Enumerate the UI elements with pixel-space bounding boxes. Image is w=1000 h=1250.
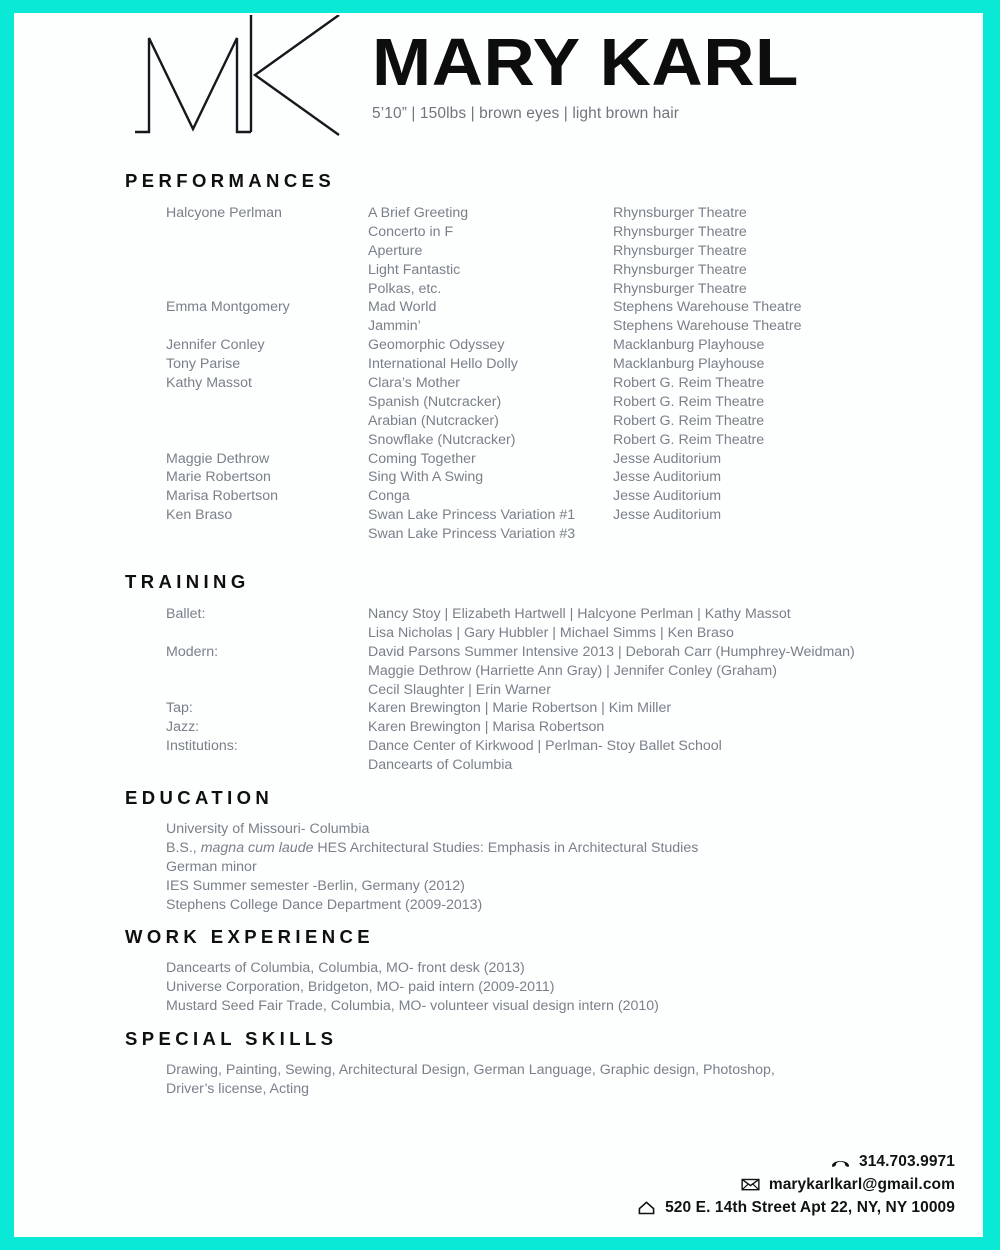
contact-phone[interactable]: [637, 1150, 955, 1173]
section-performances: [125, 170, 975, 544]
section-training: [125, 571, 983, 775]
performance-venue: Jesse Auditorium: [613, 507, 722, 524]
training-detail: Karen Brewington | Marie Robertson | Kim Miller: [368, 700, 672, 717]
performance-piece: Clara’s Mother: [368, 375, 460, 392]
table-row: [125, 737, 983, 756]
page-title: MARY KARL: [372, 25, 799, 100]
education-list: [125, 820, 983, 914]
performance-choreographer: Kathy Massot: [166, 375, 252, 392]
table-row: [125, 204, 975, 223]
work-item: Mustard Seed Fair Trade, Columbia, MO- volunteer visual design intern (2010): [166, 997, 659, 1014]
education-item: German minor: [166, 858, 257, 875]
contact-block: [637, 1150, 955, 1219]
training-table: [125, 605, 983, 775]
performance-choreographer: Ken Braso: [166, 507, 233, 524]
performance-choreographer: Emma Montgomery: [166, 299, 290, 316]
performance-piece: Aperture: [368, 242, 423, 259]
performance-piece: Polkas, etc.: [368, 280, 442, 297]
table-row: [125, 261, 975, 280]
performance-venue: Stephens Warehouse Theatre: [613, 299, 802, 316]
name-block: [372, 27, 972, 123]
performance-piece: Sing With A Swing: [368, 469, 484, 486]
contact-email[interactable]: [637, 1173, 955, 1196]
special-skills-list: [125, 1061, 983, 1099]
performance-piece: Light Fantastic: [368, 261, 461, 278]
section-title-work-experience: WORK EXPERIENCE: [125, 926, 374, 947]
education-item: Stephens College Dance Department (2009-2013): [166, 896, 483, 913]
table-row: [125, 605, 983, 624]
training-detail: Nancy Stoy | Elizabeth Hartwell | Halcyone Perlman | Kathy Massot: [368, 606, 791, 622]
performance-choreographer: Halcyone Perlman: [166, 205, 282, 221]
performance-venue: Rhynsburger Theatre: [613, 280, 747, 297]
section-special-skills: [125, 1028, 983, 1099]
performance-choreographer: Marie Robertson: [166, 469, 271, 486]
table-row: [125, 450, 975, 469]
training-category: Ballet:: [166, 606, 206, 622]
training-category: Jazz:: [166, 719, 200, 736]
training-detail: David Parsons Summer Intensive 2013 | Deborah Carr (Humphrey-Weidman): [368, 643, 855, 660]
table-row: [125, 468, 975, 487]
personal-stats: 5’10” | 150lbs | brown eyes | light brown hair: [372, 105, 680, 122]
section-title-special-skills: SPECIAL SKILLS: [125, 1028, 338, 1049]
table-row: [125, 336, 975, 355]
performance-piece: International Hello Dolly: [368, 356, 518, 373]
training-category: Institutions:: [166, 738, 238, 755]
education-item: University of Missouri- Columbia: [166, 821, 370, 837]
section-education: [125, 787, 983, 914]
training-detail: Maggie Dethrow (Harriette Ann Gray) | Jennifer Conley (Graham): [368, 662, 777, 679]
performances-table: [125, 204, 975, 544]
performance-piece: Jammin’: [368, 318, 421, 335]
performance-venue: Rhynsburger Theatre: [613, 261, 747, 278]
section-title-training: TRAINING: [125, 571, 250, 592]
mk-monogram-logo: [127, 15, 347, 140]
latin-honors: magna cum laude: [200, 839, 314, 856]
performance-venue: Robert G. Reim Theatre: [613, 375, 765, 392]
table-row: [125, 681, 983, 700]
table-row: [125, 756, 983, 775]
table-row: [125, 355, 975, 374]
work-item: Universe Corporation, Bridgeton, MO- paid intern (2009-2011): [166, 978, 555, 995]
training-detail: Cecil Slaughter | Erin Warner: [368, 681, 551, 698]
contact-address[interactable]: [637, 1196, 955, 1219]
training-detail: Karen Brewington | Marisa Robertson: [368, 719, 605, 736]
table-row: [125, 412, 975, 431]
performance-piece: Swan Lake Princess Variation #1: [368, 507, 576, 524]
table-row: [125, 280, 975, 299]
performance-venue: Jesse Auditorium: [613, 488, 722, 505]
work-experience-list: [125, 959, 983, 1016]
section-work-experience: [125, 926, 983, 1016]
performance-piece: Spanish (Nutcracker): [368, 393, 502, 410]
table-row: [125, 718, 983, 737]
performance-piece: Geomorphic Odyssey: [368, 337, 505, 354]
table-row: [125, 242, 975, 261]
table-row: [125, 431, 975, 450]
work-item: Dancearts of Columbia, Columbia, MO- front desk (2013): [166, 960, 525, 976]
performance-venue: Rhynsburger Theatre: [613, 242, 747, 259]
table-row: [125, 317, 975, 336]
education-item-degree: B.S., magna cum laude HES Architectural Studies: Emphasis in Architectural Studies: [166, 839, 699, 856]
performance-choreographer: Tony Parise: [166, 356, 241, 373]
table-row: [125, 643, 983, 662]
table-row: [125, 506, 975, 525]
skill-item: Driver’s license, Acting: [166, 1080, 309, 1097]
performance-piece: Arabian (Nutcracker): [368, 412, 499, 429]
performance-piece: Mad World: [368, 299, 437, 316]
phone-number: 314.703.9971: [858, 1152, 955, 1170]
table-row: [125, 223, 975, 242]
table-row: [125, 393, 975, 412]
performance-choreographer: Jennifer Conley: [166, 337, 265, 354]
training-detail: Dance Center of Kirkwood | Perlman- Stoy Ballet School: [368, 738, 722, 755]
performance-venue: Macklanburg Playhouse: [613, 337, 765, 354]
table-row: [125, 487, 975, 506]
phone-icon: [831, 1154, 850, 1170]
performance-piece: Swan Lake Princess Variation #3: [368, 526, 576, 543]
performance-venue: Macklanburg Playhouse: [613, 356, 765, 373]
performance-venue: Jesse Auditorium: [613, 469, 722, 486]
table-row: [125, 525, 975, 544]
performance-venue: Rhynsburger Theatre: [613, 205, 747, 221]
table-row: [125, 699, 983, 718]
home-icon: [637, 1200, 656, 1216]
performance-venue: Robert G. Reim Theatre: [613, 431, 765, 448]
skill-item: Drawing, Painting, Sewing, Architectural Design, German Language, Graphic design, Photoshop,: [166, 1062, 775, 1078]
performance-piece: A Brief Greeting: [368, 205, 469, 221]
performance-piece: Concerto in F: [368, 223, 454, 240]
training-category: Modern:: [166, 643, 219, 660]
performance-venue: Rhynsburger Theatre: [613, 223, 747, 240]
performance-choreographer: Maggie Dethrow: [166, 450, 270, 467]
section-title-education: EDUCATION: [125, 787, 274, 808]
training-detail: Dancearts of Columbia: [368, 757, 513, 774]
performance-venue: Stephens Warehouse Theatre: [613, 318, 802, 335]
education-item: IES Summer semester -Berlin, Germany (2012): [166, 877, 465, 894]
table-row: [125, 298, 975, 317]
table-row: [125, 374, 975, 393]
performance-piece: Coming Together: [368, 450, 476, 467]
training-category: Tap:: [166, 700, 193, 717]
section-title-performances: PERFORMANCES: [125, 170, 336, 191]
envelope-icon: [741, 1177, 760, 1193]
training-detail: Lisa Nicholas | Gary Hubbler | Michael Simms | Ken Braso: [368, 624, 734, 641]
table-row: [125, 624, 983, 643]
performance-piece: Snowflake (Nutcracker): [368, 431, 516, 448]
performance-venue: Jesse Auditorium: [613, 450, 722, 467]
performance-piece: Conga: [368, 488, 410, 505]
resume-page: [14, 13, 983, 1237]
performance-venue: Robert G. Reim Theatre: [613, 393, 765, 410]
table-row: [125, 662, 983, 681]
performance-choreographer: Marisa Robertson: [166, 488, 278, 505]
street-address: 520 E. 14th Street Apt 22, NY, NY 10009: [665, 1198, 955, 1216]
performance-venue: Robert G. Reim Theatre: [613, 412, 765, 429]
resume-header: [14, 13, 983, 163]
email-address: marykarlkarl@gmail.com: [768, 1175, 955, 1193]
